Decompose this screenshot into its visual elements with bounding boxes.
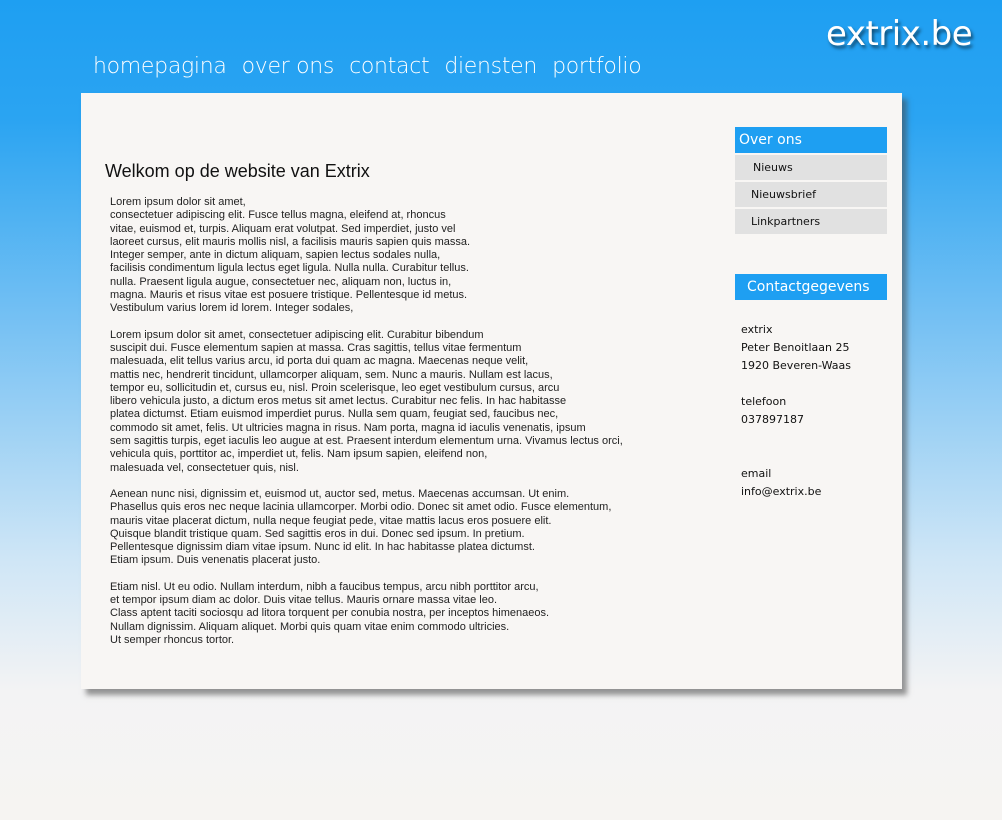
paragraph-1: Lorem ipsum dolor sit amet, consectetuer adipiscing elit. Fusce tellus magna, eleifend at, rhoncus vitae, euismod et, turpis. Aliquam erat volutpat. Sed imperdiet, justo vel laoreet cursus, elit mauris mollis nisl, a facilisis mauris sapien quis massa. Integer semper, ante in dictum aliquam, sapien lectus sodales nulla, facilisis condimentum ligula lectus eget ligula. Nulla nulla. Curabitur tellus. nulla. Praesent ligula augue, consectetuer nec, aliquam non, luctus in, magna. Mauris et risus vitae est posuere tristique. Pellentesque id metus. Vestibulum varius lorem id lorem. Integer sodales, <box>110 196 471 315</box>
spacer <box>741 375 851 393</box>
contact-details <box>741 321 851 501</box>
nav-link-over-ons[interactable]: over ons <box>241 54 335 79</box>
paragraph-3: Aenean nunc nisi, dignissim et, euismod ut, auctor sed, metus. Maecenas accumsan. Ut enim. Phasellus quis eros nec neque lacinia ullamcorper. Morbi odio. Donec sit amet odio. Fusce elementum, mauris vitae placerat dictum, nulla neque feugiat pede, vitae mattis lacus eros posuere elit. Quisque blandit tristique quam. Sed sagittis eros in dui. Donec sed ipsum. In pretium. Pellentesque dignissim diam vitae ipsum. Nunc id elit. In hac habitasse platea dictumst. Etiam ipsum. Duis venenatis placerat justo. <box>110 487 612 567</box>
contact-email[interactable]: info@extrix.be <box>741 485 822 498</box>
main-nav <box>93 54 656 79</box>
paragraph-4: Etiam nisl. Ut eu odio. Nullam interdum, nibh a faucibus tempus, arcu nibh porttitor arcu, et tempor ipsum diam ac dolor. Duis vitae tellus. Mauris ornare massa vitae leo. Class aptent taciti sociosqu ad litora torquent per conubia nostra, per inceptos himenaeos. Nullam dignissim. Aliquam aliquet. Morbi quis quam vitae enim commodo ultricies. Ut semper rhoncus tortor. <box>110 580 550 646</box>
spacer <box>741 429 851 447</box>
site-logo[interactable]: extrix.be <box>826 14 973 54</box>
nav-link-homepagina[interactable]: homepagina <box>93 54 227 79</box>
contact-street: Peter Benoitlaan 25 <box>741 341 850 354</box>
sidebar-heading-contactgegevens: Contactgegevens <box>735 274 887 300</box>
contact-city: 1920 Beveren-Waas <box>741 359 852 372</box>
contact-phone: 037897187 <box>741 413 804 426</box>
page-title: Welkom op de website van Extrix <box>105 161 370 181</box>
body-text <box>110 196 710 660</box>
sidebar-item-linkpartners[interactable]: Linkpartners <box>735 209 887 234</box>
nav-link-portfolio[interactable]: portfolio <box>552 54 642 79</box>
sidebar-heading-over-ons: Over ons <box>735 127 887 153</box>
content-panel <box>81 93 902 689</box>
paragraph-2: Lorem ipsum dolor sit amet, consectetuer adipiscing elit. Curabitur bibendum suscipit dui. Fusce elementum sapien at massa. Cras sagittis, tellus vitae fermentum malesuada, elit tellus varius arcu, id porta dui quam ac magna. Maecenas neque velit, mattis nec, hendrerit tincidunt, ullamcorper aliquam, sem. Nunc a mauris. Nullam est lacus, tempor eu, sollicitudin et, cursus eu, nisl. Proin scelerisque, leo eget vestibulum cursus, arcu libero vehicula justo, a dictum eros metus sit amet lectus. Curabitur nec felis. In hac habitasse platea dictumst. Etiam euismod imperdiet purus. Nulla sem quam, feugiat sed, faucibus nec, commodo sit amet, felis. Ut ultricies magna in risus. Nam porta, magna id iaculis venenatis, ipsum sem sagittis turpis, eget iaculis leo augue at est. Praesent interdum elementum urna. Vivamus lectus orci, vehicula quis, porttitor ac, imperdiet ut, felis. Nam ipsum sapien, eleifend non, malesuada vel, consectetuer quis, nisl. <box>110 328 623 474</box>
contact-phone-label: telefoon <box>741 395 787 408</box>
sidebar-menu <box>735 155 887 236</box>
sidebar-item-nieuwsbrief[interactable]: Nieuwsbrief <box>735 182 887 207</box>
nav-link-diensten[interactable]: diensten <box>444 54 538 79</box>
sidebar-item-nieuws[interactable]: Nieuws <box>735 155 887 180</box>
spacer <box>741 447 851 465</box>
nav-link-contact[interactable]: contact <box>349 54 430 79</box>
contact-company: extrix <box>741 323 773 336</box>
contact-email-label: email <box>741 467 772 480</box>
